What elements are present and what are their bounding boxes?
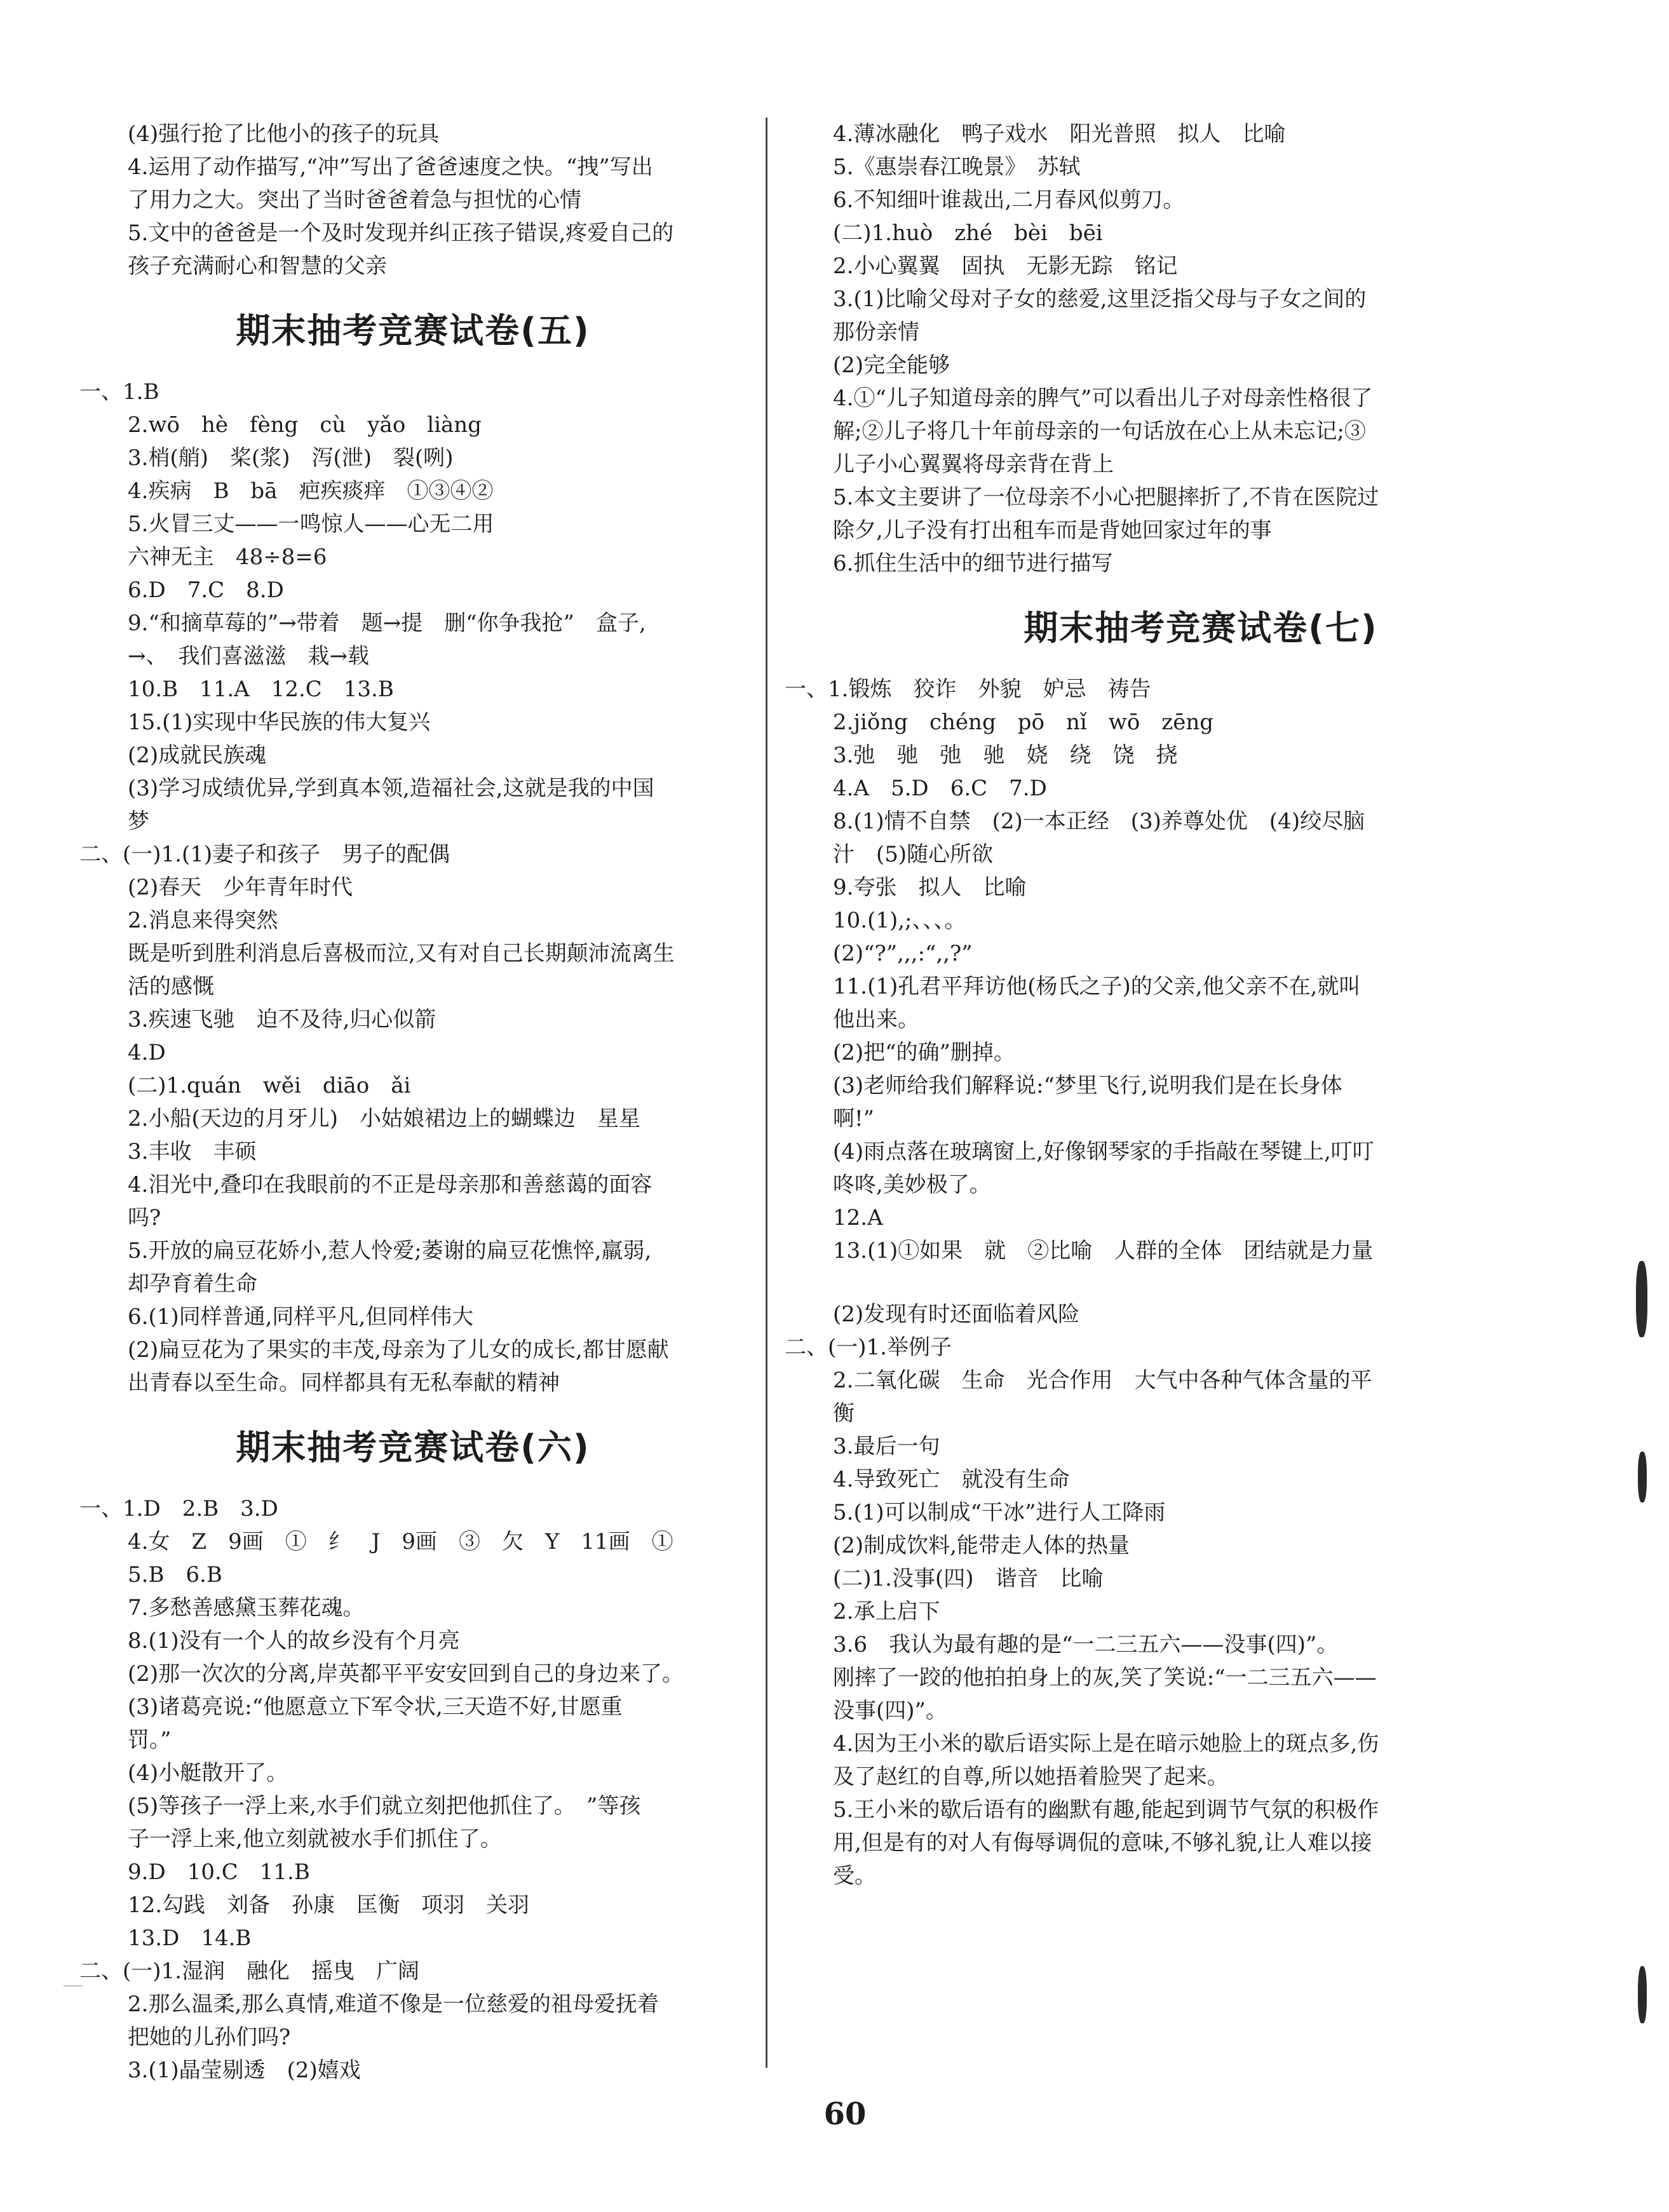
answer-line: 却孕育着生命	[128, 1271, 257, 1297]
answer-line: (二)1.huò zhé bèi bēi	[833, 220, 1103, 246]
answer-line: 啊!”	[833, 1106, 875, 1131]
answer-line: 吗?	[128, 1205, 161, 1231]
scan-dust	[64, 1985, 83, 1986]
answer-line: 4.因为王小米的歇后语实际上是在暗示她脸上的斑点多,伤	[833, 1731, 1379, 1757]
answer-line: 用,但是有的对人有侮辱调侃的意味,不够礼貌,让人难以接	[833, 1830, 1372, 1856]
answer-line: 9.夸张 拟人 比喻	[833, 875, 1027, 900]
answer-line: (2)春天 少年青年时代	[128, 875, 353, 900]
answer-line: 一、1.D 2.B 3.D	[79, 1496, 278, 1521]
answer-line: 儿子小心翼翼将母亲背在背上	[833, 452, 1114, 477]
answer-line: (二)1.没事(四) 谐音 比喻	[833, 1566, 1104, 1591]
answer-line: (2)发现有时还面临着风险	[833, 1302, 1080, 1327]
answer-line: (2)把“的确”删掉。	[833, 1040, 1015, 1065]
answer-line: 2.二氧化碳 生命 光合作用 大气中各种气体含量的平	[833, 1368, 1372, 1393]
column-divider	[766, 118, 767, 2068]
answer-line: 子一浮上来,他立刻就被水手们抓住了。	[128, 1826, 502, 1852]
answer-line: (3)诸葛亮说:“他愿意立下军令状,三天造不好,甘愿重	[128, 1694, 623, 1720]
answer-line: 活的感慨	[128, 974, 214, 999]
answer-line: 4.D	[128, 1040, 166, 1065]
answer-line: (2)“?”,,,:“,,?”	[833, 941, 973, 966]
answer-line: 一、1.锻炼 狡诈 外貌 妒忌 祷告	[785, 677, 1151, 702]
answer-line: 一、1.B	[79, 379, 159, 405]
answer-line: 3.弛 驰 弛 驰 娆 绕 饶 挠	[833, 743, 1178, 768]
spacer	[785, 1267, 1617, 1298]
answer-line: 2.承上启下	[833, 1599, 940, 1624]
answer-line: 4.女 Z 9画 ① 纟 J 9画 ③ 欠 Y 11画 ①	[128, 1529, 673, 1554]
answer-line: 2.wō hè fèng cù yǎo liàng	[128, 412, 482, 438]
page-number: 60	[823, 2096, 867, 2132]
scan-mark	[1636, 1261, 1647, 1337]
answer-line: 汁 (5)随心所欲	[833, 842, 994, 867]
answer-line: 6.抓住生活中的细节进行描写	[833, 551, 1113, 576]
answer-line: (4)强行抢了比他小的孩子的玩具	[128, 121, 440, 147]
answer-line: 5.文中的爸爸是一个及时发现并纠正孩子错误,疼爱自己的	[128, 220, 674, 246]
answer-line: 二、(一)1.举例子	[785, 1335, 952, 1360]
answer-line: 4.疾病 B bā 疤疾痰痒 ①③④②	[128, 478, 494, 504]
answer-line: 除夕,儿子没有打出租车而是背她回家过年的事	[833, 518, 1272, 543]
answer-line: 4.①“儿子知道母亲的脾气”可以看出儿子对母亲性格很了	[833, 386, 1373, 411]
answer-line: →、 我们喜滋滋 栽→载	[128, 644, 369, 669]
answer-line: 3.(1)比喻父母对子女的慈爱,这里泛指父母与子女之间的	[833, 287, 1367, 312]
answer-line: 出青春以至生命。同样都具有无私奉献的精神	[128, 1370, 560, 1396]
answer-line: 2.小心翼翼 固执 无影无踪 铭记	[833, 253, 1178, 279]
answer-line: 13.(1)①如果 就 ②比喻 人群的全体 团结就是力量	[833, 1238, 1374, 1264]
answer-line: (2)完全能够	[833, 353, 950, 378]
answer-line: 六神无主 48÷8=6	[128, 544, 327, 570]
answer-line: 孩子充满耐心和智慧的父亲	[128, 253, 387, 279]
answer-line: 3.(1)晶莹剔透 (2)嬉戏	[128, 2058, 361, 2083]
answer-line: 3.最后一句	[833, 1434, 940, 1459]
answer-line: 12.A	[833, 1205, 883, 1231]
answer-line: 5.火冒三丈——一鸣惊人——心无二用	[128, 511, 494, 537]
section-heading: 期末抽考竞赛试卷(七)	[1024, 608, 1378, 648]
answer-line: 罚。”	[128, 1727, 172, 1753]
answer-line: (5)等孩子一浮上来,水手们就立刻把他抓住了。 ”等孩	[128, 1793, 641, 1819]
answer-line: 5.《惠崇春江晚景》 苏轼	[833, 154, 1081, 180]
answer-line: 10.B 11.A 12.C 13.B	[128, 677, 394, 702]
answer-line: 咚咚,美妙极了。	[833, 1172, 991, 1197]
answer-line: 那份亲情	[833, 320, 919, 345]
answer-line: 12.勾践 刘备 孙康 匡衡 项羽 关羽	[128, 1892, 530, 1918]
answer-line: 衡	[833, 1401, 855, 1426]
answer-line: 13.D 14.B	[128, 1925, 252, 1951]
answer-line: 3.丰收 丰硕	[128, 1139, 257, 1164]
answer-line: (二)1.quán wěi diāo ǎi	[128, 1073, 411, 1098]
answer-line: 6.D 7.C 8.D	[128, 577, 284, 603]
scan-mark	[1638, 1966, 1647, 2023]
answer-line: 5.B 6.B	[128, 1562, 222, 1588]
answer-line: (3)老师给我们解释说:“梦里飞行,说明我们是在长身体	[833, 1073, 1342, 1098]
answer-line: 2.那么温柔,那么真情,难道不像是一位慈爱的祖母爱抚着	[128, 1992, 659, 2017]
answer-line: 4.泪光中,叠印在我眼前的不正是母亲那和善慈蔼的面容	[128, 1172, 652, 1197]
answer-line: 15.(1)实现中华民族的伟大复兴	[128, 710, 431, 735]
answer-line: 4.运用了动作描写,“冲”写出了爸爸速度之快。“拽”写出	[128, 154, 653, 180]
answer-line: 5.王小米的歇后语有的幽默有趣,能起到调节气氛的积极作	[833, 1797, 1379, 1823]
answer-line: 11.(1)孔君平拜访他(杨氏之子)的父亲,他父亲不在,就叫	[833, 974, 1361, 999]
answer-line: 2.小船(天边的月牙儿) 小姑娘裙边上的蝴蝶边 星星	[128, 1106, 640, 1131]
answer-line: 5.本文主要讲了一位母亲不小心把腿摔折了,不肯在医院过	[833, 485, 1379, 510]
answer-line: 刚摔了一跤的他拍拍身上的灰,笑了笑说:“一二三五六——	[833, 1665, 1377, 1690]
answer-line: (2)扁豆花为了果实的丰茂,母亲为了儿女的成长,都甘愿献	[128, 1337, 669, 1363]
answer-line: 6.不知细叶谁裁出,二月春风似剪刀。	[833, 187, 1185, 213]
answer-line: 7.多愁善感黛玉葬花魂。	[128, 1595, 365, 1621]
right-column	[785, 118, 1617, 1892]
answer-line: 4.薄冰融化 鸭子戏水 阳光普照 拟人 比喻	[833, 121, 1286, 147]
answer-line: 2.消息来得突然	[128, 908, 278, 933]
answer-line: 9.D 10.C 11.B	[128, 1859, 310, 1885]
answer-line: 既是听到胜利消息后喜极而泣,又有对自己长期颠沛流离生	[128, 941, 675, 966]
answer-line: 他出来。	[833, 1007, 919, 1032]
answer-line: 10.(1),;、、、。	[833, 908, 966, 933]
answer-line: 二、(一)1.(1)妻子和孩子 男子的配偶	[79, 842, 450, 867]
left-column	[79, 118, 747, 2087]
scan-mark	[1638, 1452, 1647, 1502]
answer-line: 5.(1)可以制成“干冰”进行人工降雨	[833, 1500, 1166, 1525]
answer-line: 及了赵红的自尊,所以她捂着脸哭了起来。	[833, 1764, 1229, 1790]
section-heading: 期末抽考竞赛试卷(六)	[236, 1427, 590, 1467]
answer-line: 解;②儿子将几十年前母亲的一句话放在心上从未忘记;③	[833, 419, 1366, 444]
answer-line: 6.(1)同样普通,同样平凡,但同样伟大	[128, 1304, 474, 1330]
answer-line: 9.“和摘草莓的”→带着 题→提 删“你争我抢” 盒子,	[128, 610, 646, 636]
answer-line: (2)成就民族魂	[128, 743, 267, 768]
answer-line: 把她的儿孙们吗?	[128, 2025, 291, 2050]
answer-line: 没事(四)”。	[833, 1698, 947, 1723]
answer-line: 3.梢(艄) 桨(浆) 泻(泄) 裂(咧)	[128, 445, 454, 471]
answer-line: 了用力之大。突出了当时爸爸着急与担忧的心情	[128, 187, 581, 213]
answer-line: 3.6 我认为最有趣的是“一二三五六——没事(四)”。	[833, 1632, 1339, 1657]
answer-line: 3.疾速飞驰 迫不及待,归心似箭	[128, 1007, 436, 1032]
answer-line: 二、(一)1.湿润 融化 摇曳 广阔	[79, 1959, 419, 1984]
answer-line: 2.jiǒng chéng pō nǐ wō zēng	[833, 710, 1213, 735]
answer-line: (2)制成饮料,能带走人体的热量	[833, 1533, 1130, 1558]
section-heading: 期末抽考竞赛试卷(五)	[236, 311, 590, 351]
answer-line: 受。	[833, 1863, 876, 1889]
answer-line: 8.(1)没有一个人的故乡没有个月亮	[128, 1628, 460, 1654]
answer-line: 5.开放的扁豆花娇小,惹人怜爱;萎谢的扁豆花憔悴,羸弱,	[128, 1238, 652, 1264]
answer-line: 8.(1)情不自禁 (2)一本正经 (3)养尊处优 (4)绞尽脑	[833, 809, 1365, 834]
answer-line: (4)雨点落在玻璃窗上,好像钢琴家的手指敲在琴键上,叮叮	[833, 1139, 1374, 1164]
answer-line: (2)那一次次的分离,岸英都平平安安回到自己的身边来了。	[128, 1661, 684, 1687]
answer-line: 梦	[128, 809, 149, 834]
answer-line: 4.导致死亡 就没有生命	[833, 1467, 1070, 1492]
answer-line: (4)小艇散开了。	[128, 1760, 288, 1786]
answer-line: (3)学习成绩优异,学到真本领,造福社会,这就是我的中国	[128, 776, 654, 801]
answer-line: 4.A 5.D 6.C 7.D	[833, 776, 1047, 801]
